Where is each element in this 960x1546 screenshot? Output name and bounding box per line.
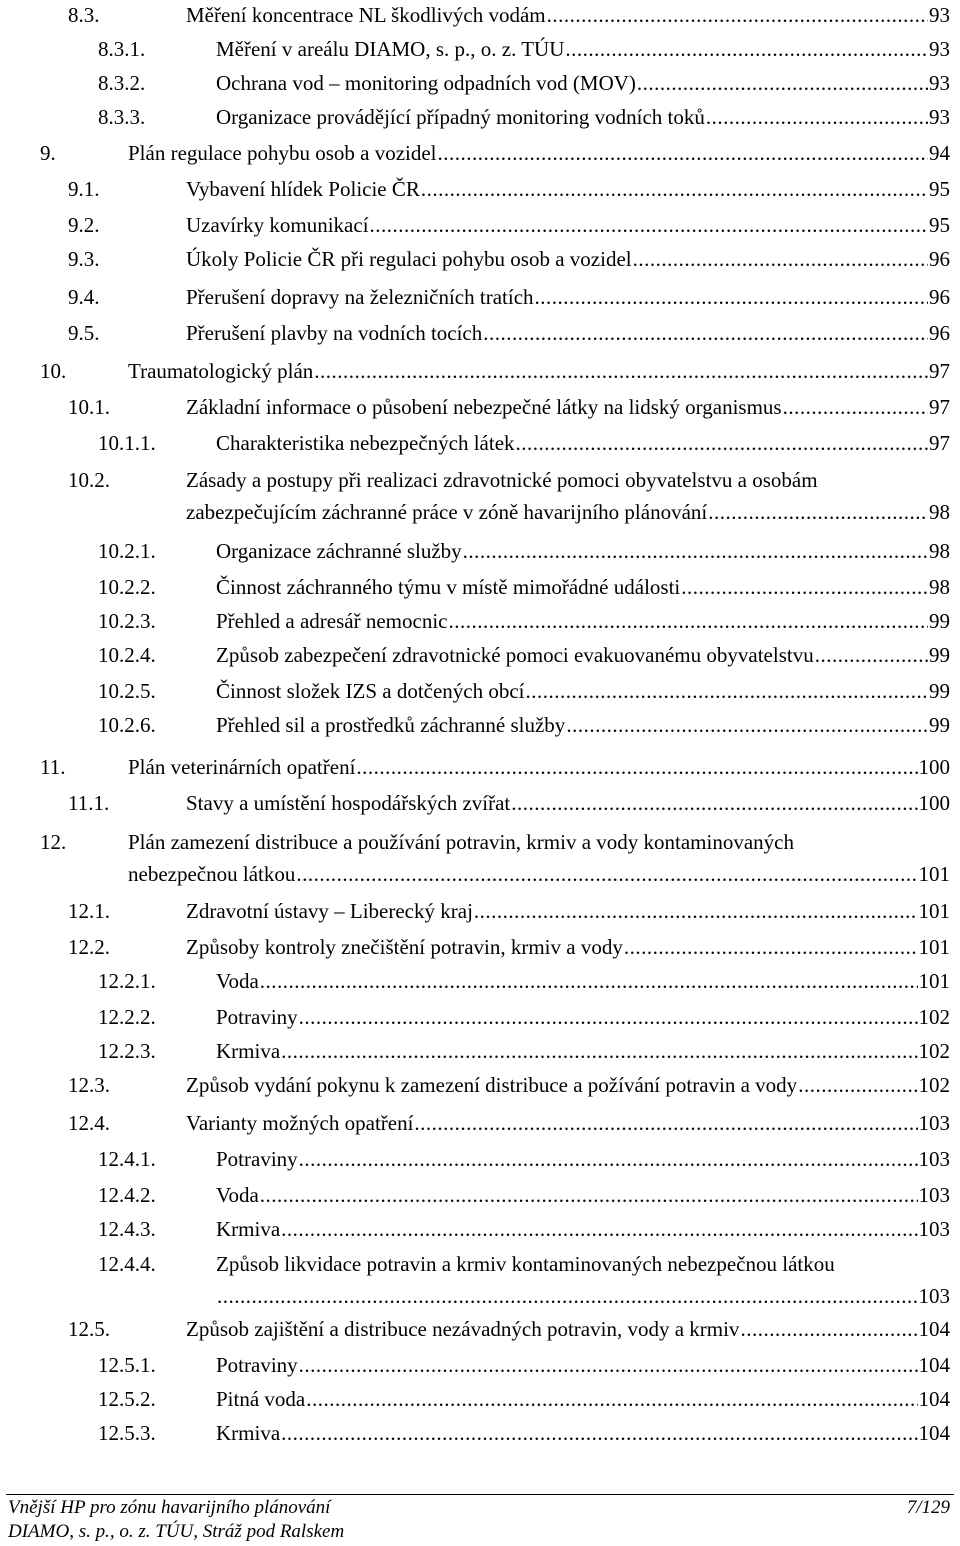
toc-entry-title: Plán veterinárních opatření (128, 755, 356, 779)
toc-entry-number: 10. (40, 359, 67, 383)
toc-entry[interactable] (0, 174, 960, 204)
dot-leader (281, 1214, 917, 1244)
toc-entry-number: 10.2.4. (98, 643, 156, 667)
toc-entry-page: 103 (918, 1217, 950, 1241)
toc-entry-number: 10.1. (68, 395, 110, 419)
toc-entry-page: 98 (929, 500, 950, 524)
toc-entry-page: 99 (929, 679, 950, 703)
toc-entry-title: Plán regulace pohybu osob a vozidel (128, 141, 437, 165)
toc-entry-page: 103 (918, 1183, 950, 1207)
toc-entry-number: 8.3.1. (98, 37, 146, 61)
toc-entry-page: 93 (929, 37, 950, 61)
dot-leader (740, 1314, 917, 1344)
toc-entry-number: 10.1.1. (98, 431, 156, 455)
toc-entry-number: 12. (40, 830, 67, 854)
toc-entry-title: Přerušení dopravy na železničních tratích (186, 285, 534, 309)
toc-entry-title: Přehled a adresář nemocnic (216, 609, 448, 633)
toc-entry-title: Organizace záchranné služby (216, 539, 462, 563)
toc-entry-number: 9.2. (68, 213, 100, 237)
toc-entry-page: 98 (929, 539, 950, 563)
toc-entry[interactable] (0, 896, 960, 926)
toc-entry[interactable] (0, 1002, 960, 1032)
toc-entry-page: 102 (918, 1005, 950, 1029)
toc-entry[interactable] (0, 640, 960, 670)
toc-entry[interactable] (0, 1214, 960, 1244)
toc-entry-number: 10.2.6. (98, 713, 156, 737)
dot-leader (299, 1350, 918, 1380)
toc-entry-title: Varianty možných opatření (186, 1111, 414, 1135)
toc-entry-number: 9. (40, 141, 56, 165)
toc-entry-page: 95 (929, 177, 950, 201)
dot-leader (438, 138, 929, 168)
toc-entry-number: 12.2. (68, 935, 110, 959)
toc-entry-title: Potraviny (216, 1147, 298, 1171)
toc-entry-page: 104 (918, 1421, 950, 1445)
dot-leader (798, 1070, 917, 1100)
toc-entry-title: Činnost záchranného týmu v místě mimořádné události (216, 575, 681, 599)
toc-entry-number: 10.2.2. (98, 575, 156, 599)
toc-entry-title: Přerušení plavby na vodních tocích (186, 321, 483, 345)
toc-entry-page: 97 (929, 359, 950, 383)
toc-entry[interactable] (0, 1108, 960, 1138)
toc-entry-title: Krmiva (216, 1421, 281, 1445)
footer-divider (6, 1494, 954, 1495)
toc-entry-page: 103 (918, 1111, 950, 1135)
toc-entry-number: 12.3. (68, 1073, 110, 1097)
toc-entry-number: 12.4.3. (98, 1217, 156, 1241)
toc-entry-page: 96 (929, 285, 950, 309)
toc-entry-number: 10.2.3. (98, 609, 156, 633)
toc-entry-number: 12.4.1. (98, 1147, 156, 1171)
dot-leader (511, 788, 917, 818)
toc-entry-number: 8.3.2. (98, 71, 146, 95)
footer-organization: DIAMO, s. p., o. z. TÚU, Stráž pod Ralskem (8, 1521, 345, 1542)
toc-entry-page: 103 (918, 1147, 950, 1171)
toc-entry-title: Pitná voda (216, 1387, 306, 1411)
dot-leader (633, 244, 928, 274)
toc-entry-page: 93 (929, 71, 950, 95)
dot-leader (448, 606, 928, 636)
toc-entry-number: 9.4. (68, 285, 100, 309)
toc-entry-page: 93 (929, 105, 950, 129)
toc-entry-page: 101 (918, 969, 950, 993)
toc-entry-page: 102 (918, 1039, 950, 1063)
toc-entry-number: 12.5.1. (98, 1353, 156, 1377)
toc-entry-page: 102 (918, 1073, 950, 1097)
toc-entry-title: Zdravotní ústavy – Liberecký kraj (186, 899, 473, 923)
toc-entry-number: 12.1. (68, 899, 110, 923)
toc-entry-number: 11.1. (68, 791, 110, 815)
dot-leader (217, 1280, 918, 1312)
toc-entry[interactable] (0, 536, 960, 566)
toc-entry-number: 12.4. (68, 1111, 110, 1135)
toc-entry-page: 98 (929, 575, 950, 599)
toc-entry-page: 104 (918, 1317, 950, 1341)
dot-leader (260, 966, 918, 996)
dot-leader (624, 932, 918, 962)
toc-entry-number: 10.2. (68, 468, 110, 492)
toc-entry[interactable] (0, 282, 960, 312)
toc-entry-number: 12.5. (68, 1317, 110, 1341)
toc-entry-number: 9.5. (68, 321, 100, 345)
toc-entry[interactable] (0, 356, 960, 386)
dot-leader (260, 1180, 918, 1210)
toc-entry-page: 100 (918, 791, 950, 815)
toc-entry-page: 104 (918, 1387, 950, 1411)
toc-entry-page: 97 (929, 431, 950, 455)
toc-entry[interactable] (0, 1180, 960, 1210)
toc-entry-title: Základní informace o působení nebezpečné látky na lidský organismus (186, 395, 782, 419)
toc-entry-title: Traumatologický plán (128, 359, 314, 383)
toc-entry-title: Stavy a umístění hospodářských zvířat (186, 791, 511, 815)
toc-entry-title: Charakteristika nebezpečných látek (216, 431, 515, 455)
toc-entry[interactable] (0, 606, 960, 636)
dot-leader (370, 210, 928, 240)
toc-entry-page: 103 (918, 1284, 950, 1308)
toc-entry[interactable] (0, 1350, 960, 1380)
dot-leader (706, 102, 928, 132)
toc-entry-number: 12.4.4. (98, 1252, 156, 1276)
dot-leader (299, 1144, 918, 1174)
toc-entry-page: 95 (929, 213, 950, 237)
toc-entry[interactable] (0, 572, 960, 602)
dot-leader (535, 282, 928, 312)
toc-entry-number: 12.2.3. (98, 1039, 156, 1063)
toc-entry-title: Organizace provádějící případný monitoring vodních toků (216, 105, 705, 129)
toc-entry[interactable] (0, 210, 960, 240)
dot-leader (783, 392, 928, 422)
dot-leader (815, 640, 928, 670)
toc-entry-number: 12.2.1. (98, 969, 156, 993)
toc-entry[interactable] (0, 34, 960, 64)
dot-leader (314, 356, 928, 386)
footer-page-indicator: 7/129 (906, 1497, 950, 1518)
footer-document-title: Vnější HP pro zónu havarijního plánování (8, 1497, 331, 1518)
toc-entry-number: 9.3. (68, 247, 100, 271)
toc-entry-title: Způsob likvidace potravin a krmiv kontaminovaných nebezpečnou látkou (216, 1252, 835, 1276)
toc-entry-title: Měření v areálu DIAMO, s. p., o. z. TÚU (216, 37, 565, 61)
toc-entry-title: Potraviny (216, 1353, 298, 1377)
toc-entry-number: 10.2.5. (98, 679, 156, 703)
toc-entry-title: Plán zamezení distribuce a používání potravin, krmiv a vody kontaminovaných (128, 830, 794, 854)
toc-entry[interactable] (0, 244, 960, 274)
toc-entry[interactable] (0, 392, 960, 422)
toc-entry-title: Úkoly Policie ČR při regulaci pohybu osob a vozidel (186, 247, 632, 271)
toc-entry-page: 93 (929, 3, 950, 27)
toc-entry-title: Způsob vydání pokynu k zamezení distribuce a požívání potravin a vody (186, 1073, 798, 1097)
toc-entry[interactable] (0, 932, 960, 962)
toc-entry[interactable] (0, 710, 960, 740)
toc-entry-title: Krmiva (216, 1039, 281, 1063)
dot-leader (281, 1036, 917, 1066)
toc-entry[interactable] (0, 1314, 960, 1344)
toc-entry-page: 94 (929, 141, 950, 165)
toc-entry[interactable] (0, 68, 960, 98)
toc-entry-page: 101 (918, 935, 950, 959)
toc-entry[interactable] (0, 428, 960, 458)
dot-leader (463, 536, 928, 566)
toc-entry-number: 10.2.1. (98, 539, 156, 563)
toc-entry[interactable] (0, 1144, 960, 1174)
toc-entry[interactable] (0, 676, 960, 706)
toc-entry-title: zabezpečujícím záchranné práce v zóně havarijního plánování (186, 500, 708, 524)
toc-entry-page: 101 (918, 862, 950, 886)
dot-leader (296, 858, 917, 890)
toc-entry-page: 99 (929, 609, 950, 633)
toc-entry[interactable] (0, 318, 960, 348)
toc-entry-title: Potraviny (216, 1005, 298, 1029)
dot-leader (526, 676, 928, 706)
toc-entry[interactable] (0, 1248, 960, 1312)
toc-entry-title: nebezpečnou látkou (128, 862, 296, 886)
dot-leader (681, 572, 928, 602)
toc-entry-page: 97 (929, 395, 950, 419)
toc-entry[interactable] (0, 788, 960, 818)
dot-leader (474, 896, 918, 926)
toc-entry-page: 96 (929, 321, 950, 345)
dot-leader (421, 174, 928, 204)
toc-entry-page: 99 (929, 713, 950, 737)
toc-entry-title: Uzavírky komunikací (186, 213, 369, 237)
toc-entry-title: Voda (216, 1183, 259, 1207)
dot-leader (414, 1108, 917, 1138)
toc-entry-title: Krmiva (216, 1217, 281, 1241)
toc-entry[interactable] (0, 966, 960, 996)
toc-entry[interactable] (0, 138, 960, 168)
toc-entry-page: 100 (918, 755, 950, 779)
toc-entry-number: 12.4.2. (98, 1183, 156, 1207)
dot-leader (547, 0, 928, 30)
toc-entry[interactable] (0, 752, 960, 782)
toc-entry[interactable] (0, 1036, 960, 1066)
toc-entry-page: 101 (918, 899, 950, 923)
toc-entry-number: 9.1. (68, 177, 100, 201)
toc-entry-page: 104 (918, 1353, 950, 1377)
toc-entry-title: Zásady a postupy při realizaci zdravotnické pomoci obyvatelstvu a osobám (186, 468, 818, 492)
toc-entry-page: 99 (929, 643, 950, 667)
dot-leader (306, 1384, 917, 1414)
toc-entry[interactable] (0, 464, 960, 528)
dot-leader (281, 1418, 917, 1448)
dot-leader (637, 68, 928, 98)
toc-entry-number: 11. (40, 755, 66, 779)
toc-entry-title: Způsoby kontroly znečištění potravin, krmiv a vody (186, 935, 623, 959)
toc-entry[interactable] (0, 0, 960, 30)
toc-entry-number: 8.3. (68, 3, 100, 27)
toc-entry[interactable] (0, 1070, 960, 1100)
toc-entry[interactable] (0, 826, 960, 890)
toc-entry-title: Měření koncentrace NL škodlivých vodám (186, 3, 546, 27)
dot-leader (566, 710, 928, 740)
toc-entry[interactable] (0, 102, 960, 132)
toc-entry-number: 12.2.2. (98, 1005, 156, 1029)
dot-leader (708, 496, 928, 528)
toc-entry[interactable] (0, 1418, 960, 1448)
dot-leader (516, 428, 928, 458)
toc-entry-title: Způsob zajištění a distribuce nezávadných potravin, vody a krmiv (186, 1317, 740, 1341)
toc-entry-title: Způsob zabezpečení zdravotnické pomoci evakuovanému obyvatelstvu (216, 643, 814, 667)
toc-entry-page: 96 (929, 247, 950, 271)
dot-leader (299, 1002, 918, 1032)
toc-entry-title: Ochrana vod – monitoring odpadních vod (MOV) (216, 71, 636, 95)
toc-entry[interactable] (0, 1384, 960, 1414)
dot-leader (483, 318, 928, 348)
toc-entry-title: Voda (216, 969, 259, 993)
toc-entry-title: Přehled sil a prostředků záchranné služby (216, 713, 566, 737)
toc-entry-number: 8.3.3. (98, 105, 146, 129)
dot-leader (356, 752, 917, 782)
dot-leader (565, 34, 928, 64)
toc-entry-title: Vybavení hlídek Policie ČR (186, 177, 420, 201)
toc-entry-title: Činnost složek IZS a dotčených obcí (216, 679, 525, 703)
toc-entry-number: 12.5.3. (98, 1421, 156, 1445)
toc-entry-number: 12.5.2. (98, 1387, 156, 1411)
